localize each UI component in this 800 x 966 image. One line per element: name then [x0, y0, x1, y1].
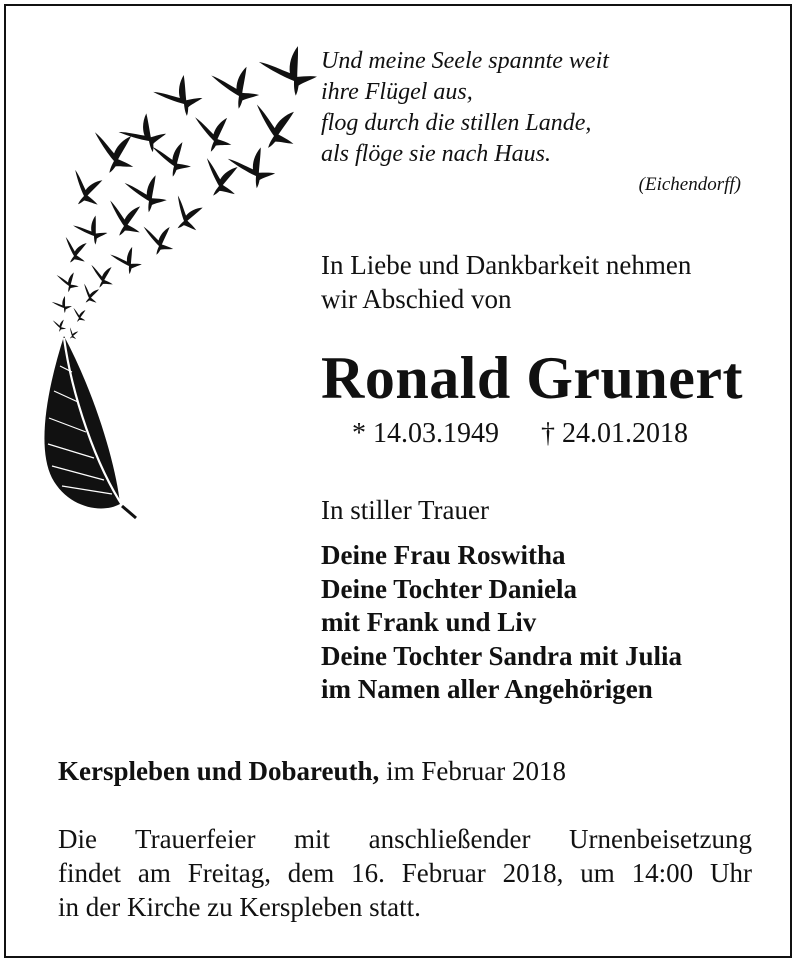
intro-line: wir Abschied von	[321, 284, 512, 314]
life-dates	[352, 416, 772, 452]
place-date	[58, 754, 566, 788]
intro-text	[321, 248, 771, 316]
death-date: † 24.01.2018	[541, 418, 688, 449]
service-line: findet am Freitag, dem 16. Februar 2018, um 14:00 Uhr	[58, 858, 752, 888]
poem-line: als flöge sie nach Haus.	[321, 141, 551, 167]
poem-line: Und meine Seele spannte weit	[321, 48, 609, 74]
feather-icon	[44, 336, 136, 518]
notice-date: im Februar 2018	[386, 756, 567, 786]
obituary-notice	[4, 4, 792, 958]
intro-line: In Liebe und Dankbarkeit nehmen	[321, 250, 692, 280]
poem-line: flog durch die stillen Lande,	[321, 110, 592, 136]
mourning-label: In stiller Trauer	[321, 495, 489, 525]
deceased-name: Ronald Grunert	[321, 345, 744, 411]
service-line: in der Kirche zu Kerspleben statt.	[58, 892, 421, 922]
family-line: mit Frank und Liv	[321, 607, 537, 637]
family-line: Deine Tochter Sandra mit Julia	[321, 640, 683, 671]
poem-author: (Eichendorff)	[638, 174, 741, 195]
bird-flock-icon	[51, 46, 320, 341]
service-line: Die Trauerfeier mit anschließender Urnenbeisetzung	[58, 824, 752, 854]
family-list	[321, 539, 791, 707]
poem-line: ihre Flügel aus,	[321, 79, 473, 105]
family-line: Deine Tochter Daniela	[321, 573, 577, 604]
service-info	[58, 822, 752, 924]
feather-birds-illustration	[24, 46, 324, 526]
poem	[321, 46, 741, 197]
family-line: Deine Frau Roswitha	[321, 540, 566, 570]
family-line: im Namen aller Angehörigen	[321, 674, 653, 704]
place-names: Kerspleben und Dobareuth,	[58, 756, 380, 786]
birth-date: * 14.03.1949	[352, 418, 499, 449]
